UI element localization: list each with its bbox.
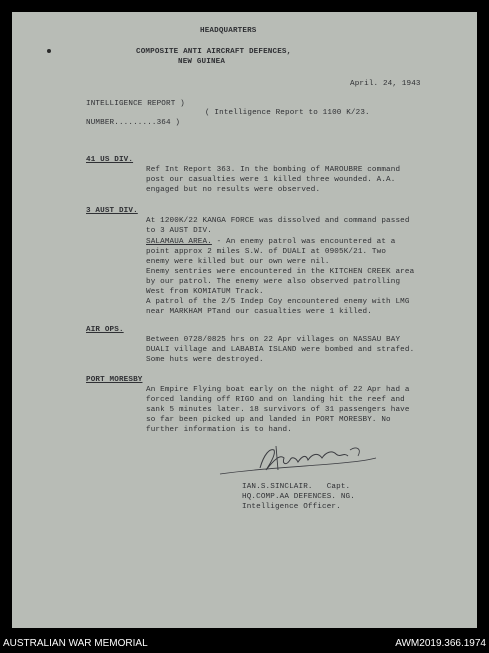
signatory-unit: HQ.COMP.AA DEFENCES. NG. [242,493,355,501]
div3-line: At 1200K/22 KANGA FORCE was dissolved and command passed [146,217,410,225]
salamaua-line: near MARKHAM PTand our casualties were 1 killed. [146,308,372,316]
airops-line: Between 0728/0825 hrs on 22 Apr villages on NASSAU BAY [146,336,401,344]
footer-source: AUSTRALIAN WAR MEMORIAL [3,638,148,649]
report-reference: ( Intelligence Report to 1100 K/23. [205,109,370,117]
report-number: NUMBER.........364 ) [86,119,181,127]
salamaua-line: by our patrol. The enemy were also observed patrolling [146,278,401,286]
unit-heading: COMPOSITE ANTI AIRCRAFT DEFENCES, [136,48,292,56]
salamaua-area-heading: SALAMAUA AREA. [146,238,212,246]
salamaua-line: West from KOMIATUM Track. [146,288,264,296]
salamaua-line [146,238,395,246]
moresby-line: forced landing off RIGO and on landing hit the reef and [146,396,405,404]
archive-footer [0,635,489,653]
hq-heading: HEADQUARTERS [200,27,257,35]
div41-line: Ref Int Report 363. In the bombing of MAROUBRE command [146,166,401,174]
div41-line: post our casualties were 1 killed three wounded. A.A. [146,176,396,184]
handwritten-signature [218,440,378,480]
moresby-line: so far been picked up and landed in PORT MORESBY. No [146,416,391,424]
location-heading: NEW GUINEA [178,58,226,66]
moresby-line: sank 5 minutes later. 18 survivors of 31 passengers have [146,406,410,414]
document-page [12,12,477,628]
salamaua-line: enemy were killed but our own were nil. [146,258,330,266]
salamaua-line: A patrol of the 2/5 Indep Coy encountered enemy with LMG [146,298,410,306]
salamaua-line: Enemy sentries were encountered in the KITCHEN CREEK area [146,268,415,276]
report-title: INTELLIGENCE REPORT ) [86,100,185,108]
moresby-line: An Empire Flying boat early on the night of 22 Apr had a [146,386,410,394]
section-heading-port-moresby: PORT MORESBY [86,376,143,384]
airops-line: Some huts were destroyed. [146,356,264,364]
section-heading-3-aust-div: 3 AUST DIV. [86,207,138,215]
report-date: April. 24, 1943 [350,80,421,88]
section-heading-41-us-div: 41 US DIV. [86,156,134,164]
salamaua-line: point approx 2 miles S.W. of DUALI at 0905K/21. Two [146,248,387,256]
div3-line: to 3 AUST DIV. [146,227,212,235]
signatory-name: IAN.S.SINCLAIR. Capt. [242,483,351,491]
signatory-role: Intelligence Officer. [242,503,341,511]
div41-line: engaged but no results were observed. [146,186,321,194]
section-heading-air-ops: AIR OPS. [86,326,124,334]
punch-hole-mark [47,49,51,53]
salamaua-line-text: - An enemy patrol was encountered at a [211,238,396,246]
footer-accession-number: AWM2019.366.1974 [395,638,486,649]
airops-line: DUALI village and LABABIA ISLAND were bombed and strafed. [146,346,415,354]
moresby-line: further information is to hand. [146,426,292,434]
